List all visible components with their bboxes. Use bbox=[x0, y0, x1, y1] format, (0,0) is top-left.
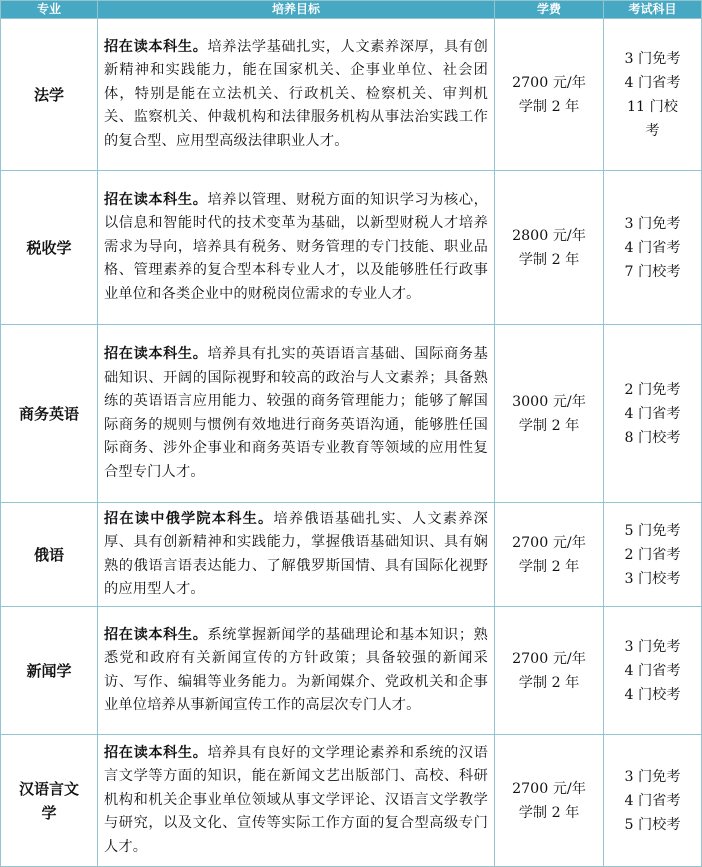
exam-school: 4 门校考 bbox=[624, 686, 681, 703]
fee-cell bbox=[495, 19, 604, 171]
fee-amount: 2800 元/年 bbox=[512, 227, 586, 244]
exam-school: 3 门校考 bbox=[624, 570, 681, 587]
fee-cell bbox=[495, 171, 604, 325]
exam-province: 4 门省考 bbox=[624, 662, 681, 679]
fee-duration: 学制 2 年 bbox=[518, 251, 580, 268]
exam-exempt: 2 门免考 bbox=[624, 381, 681, 398]
exam-exempt: 3 门免考 bbox=[624, 638, 681, 655]
goal-lead: 招在读中俄学院本科生。 bbox=[104, 510, 274, 527]
header-goal: 培养目标 bbox=[98, 1, 495, 19]
fee-duration: 学制 2 年 bbox=[518, 98, 580, 115]
table-row bbox=[1, 171, 702, 325]
exam-cell bbox=[604, 19, 702, 171]
fee-cell bbox=[495, 607, 604, 735]
major-goal bbox=[98, 325, 495, 503]
goal-text: 系统掌握新闻学的基础理论和基本知识；熟悉党和政府有关新闻宣传的方针政策；具备较强的新闻采访、写作、编辑等业务能力。为新闻媒介、党政机关和企事业单位培养从事新闻宣传工作的高层次专门人才。 bbox=[104, 626, 488, 713]
fee-amount: 2700 元/年 bbox=[512, 780, 586, 797]
fee-amount: 2700 元/年 bbox=[512, 534, 586, 551]
exam-school: 7 门校考 bbox=[624, 263, 681, 280]
exam-exempt: 3 门免考 bbox=[624, 215, 681, 232]
exam-province: 4 门省考 bbox=[624, 792, 681, 809]
exam-province: 4 门省考 bbox=[624, 405, 681, 422]
header-major: 专业 bbox=[1, 1, 98, 19]
goal-lead: 招在读本科生。 bbox=[104, 191, 208, 208]
major-goal bbox=[98, 503, 495, 607]
goal-text: 培养以管理、财税方面的知识学习为核心，以信息和智能时代的技术变革为基础，以新型财税人才培养需求为导向，培养具有税务、财务管理的专门技能、职业品格、管理素养的复合型本科专业人才，以及能够胜任行政事业单位和各类企业中的财税岗位需求的专业人才。 bbox=[104, 191, 488, 302]
fee-cell bbox=[495, 503, 604, 607]
major-name: 俄语 bbox=[1, 503, 98, 607]
header-fee: 学费 bbox=[495, 1, 604, 19]
major-goal bbox=[98, 735, 495, 867]
major-name: 法学 bbox=[1, 19, 98, 171]
major-goal bbox=[98, 171, 495, 325]
fee-duration: 学制 2 年 bbox=[518, 558, 580, 575]
exam-cell bbox=[604, 735, 702, 867]
table-row bbox=[1, 325, 702, 503]
major-name: 税收学 bbox=[1, 171, 98, 325]
goal-lead: 招在读本科生。 bbox=[104, 626, 208, 643]
major-goal bbox=[98, 607, 495, 735]
fee-amount: 2700 元/年 bbox=[512, 650, 586, 667]
exam-cell bbox=[604, 607, 702, 735]
table-row bbox=[1, 503, 702, 607]
goal-text: 培养俄语基础扎实、人文素养深厚、具有创新精神和实践能力，掌握俄语基础知识、具有娴熟的俄语言语表达能力、了解俄罗斯国情、具有国际化视野的应用型人才。 bbox=[104, 510, 488, 597]
table-row bbox=[1, 735, 702, 867]
fee-amount: 2700 元/年 bbox=[512, 74, 586, 91]
exam-province: 4 门省考 bbox=[624, 239, 681, 256]
exam-school: 11 门校 bbox=[627, 98, 678, 115]
exam-exempt: 3 门免考 bbox=[624, 50, 681, 67]
exam-cell bbox=[604, 325, 702, 503]
fee-amount: 3000 元/年 bbox=[512, 393, 586, 410]
exam-school-cont: 考 bbox=[645, 122, 660, 139]
fee-duration: 学制 2 年 bbox=[518, 417, 580, 434]
exam-cell bbox=[604, 503, 702, 607]
exam-exempt: 3 门免考 bbox=[624, 768, 681, 785]
major-name-text: 汉语言文学 bbox=[18, 779, 79, 822]
fee-cell bbox=[495, 325, 604, 503]
table-row bbox=[1, 607, 702, 735]
fee-cell bbox=[495, 735, 604, 867]
header-exam: 考试科目 bbox=[604, 1, 702, 19]
goal-lead: 招在读本科生。 bbox=[104, 744, 208, 761]
exam-province: 2 门省考 bbox=[624, 546, 681, 563]
goal-text: 培养法学基础扎实，人文素养深厚，具有创新精神和实践能力，能在国家机关、企事业单位、社会团体，特别是能在立法机关、行政机关、检察机关、审判机关、监察机关、仲裁机构和法律服务机构从事法治实践工作的复合型、应用型高级法律职业人才。 bbox=[104, 38, 488, 149]
fee-duration: 学制 2 年 bbox=[518, 804, 580, 821]
major-goal bbox=[98, 19, 495, 171]
goal-text: 培养具有扎实的英语语言基础、国际商务基础知识、开阔的国际视野和较高的政治与人文素养；具备熟练的英语语言应用能力、较强的商务管理能力；能够了解国际商务的规则与惯例有效地进行商务英语沟通，能够胜任国际商务、涉外企事业和商务英语专业教育等领域的应用性复合型专门人才。 bbox=[104, 346, 488, 480]
exam-school: 5 门校考 bbox=[624, 816, 681, 833]
goal-text: 培养具有良好的文学理论素养和系统的汉语言文学等方面的知识，能在新闻文艺出版部门、高校、科研机构和机关企事业单位领域从事文学评论、汉语言文学教学与研究，以及文化、宣传等实际工作方面的复合型高级专门人才。 bbox=[104, 744, 488, 855]
major-name: 新闻学 bbox=[1, 607, 98, 735]
exam-cell bbox=[604, 171, 702, 325]
exam-school: 8 门校考 bbox=[624, 429, 681, 446]
goal-lead: 招在读本科生。 bbox=[104, 346, 208, 362]
table-header-row bbox=[1, 1, 702, 19]
goal-lead: 招在读本科生。 bbox=[104, 38, 208, 55]
major-name: 商务英语 bbox=[1, 325, 98, 503]
table-row bbox=[1, 19, 702, 171]
major-name bbox=[1, 735, 98, 867]
exam-exempt: 5 门免考 bbox=[624, 522, 681, 539]
exam-province: 4 门省考 bbox=[624, 74, 681, 91]
fee-duration: 学制 2 年 bbox=[518, 674, 580, 691]
